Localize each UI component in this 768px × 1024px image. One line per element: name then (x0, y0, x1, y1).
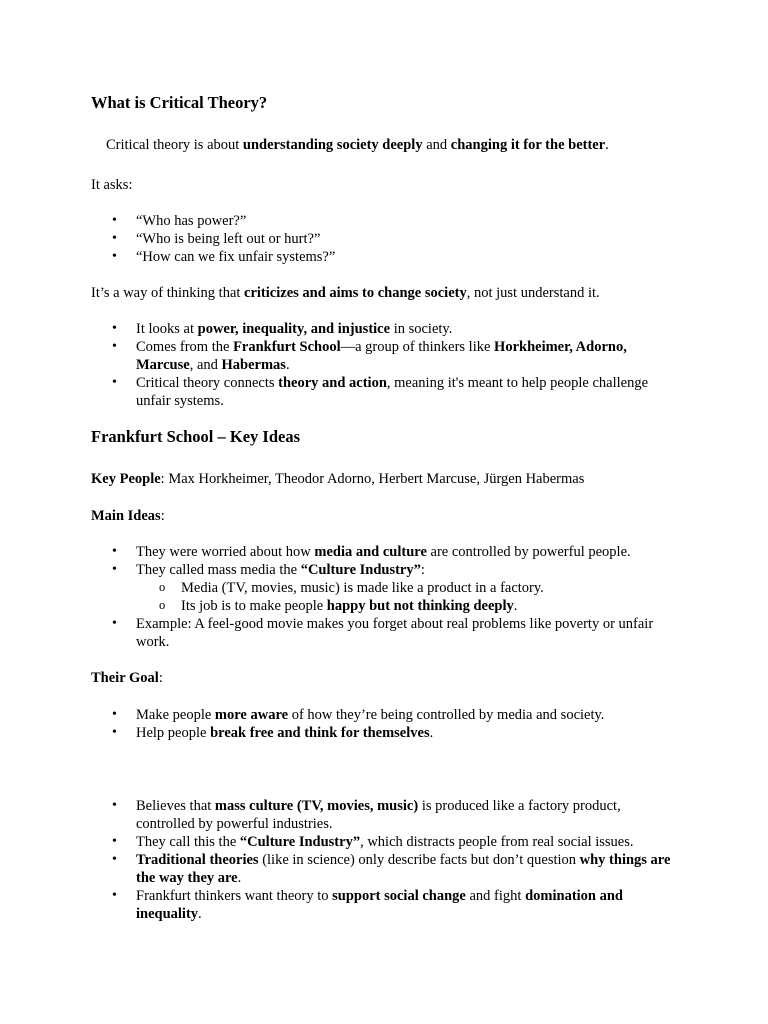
text-run: , and (189, 357, 222, 373)
main-ideas-label (91, 507, 682, 525)
text-run: They called mass media the (136, 562, 301, 578)
text-run: , which distracts people from real social issues. (360, 834, 634, 850)
text-run: : (158, 670, 163, 686)
text-run: . (285, 357, 290, 373)
text-run: , not just understand it. (466, 285, 600, 301)
list-item (91, 797, 682, 833)
text-run: Critical theory is about (106, 137, 243, 153)
list-item (91, 230, 682, 248)
text-run: Make people (136, 707, 215, 723)
bold-text: changing it for the better (450, 137, 606, 153)
bold-text: power, inequality, and injustice (197, 321, 391, 337)
bold-text: media and culture (314, 544, 427, 560)
list-item (91, 706, 682, 724)
text-run: “Who is being left out or hurt?” (136, 231, 321, 247)
bold-text: understanding society deeply (242, 137, 423, 153)
text-run: Comes from the (136, 339, 234, 355)
bold-text: theory and action (278, 375, 387, 391)
text-run: , meaning it's meant to help people challenge unfair systems. (136, 375, 649, 409)
bold-text: why things are the way they are (136, 852, 671, 886)
list-item-text (136, 562, 425, 578)
text-run: Its job is to make people (181, 598, 327, 614)
bold-text: happy but not thinking deeply (326, 598, 514, 614)
mass-culture-list (91, 797, 682, 923)
text-run: Frankfurt thinkers want theory to (136, 888, 333, 904)
text-run: Example: A feel-good movie makes you forget about real problems like poverty or unfair work. (136, 616, 654, 650)
sublist-item (136, 597, 682, 615)
text-run: is produced like a factory product, controlled by powerful industries. (136, 798, 621, 832)
bold-text: more aware (214, 707, 289, 723)
key-people-paragraph (91, 470, 682, 488)
culture-industry-sublist (136, 579, 682, 615)
list-item (91, 320, 682, 338)
text-run: . (513, 598, 518, 614)
text-run: in society. (390, 321, 453, 337)
list-item (91, 561, 682, 615)
text-run: It asks: (91, 177, 133, 193)
bold-text: mass culture (TV, movies, music) (214, 798, 419, 814)
text-run: . (198, 906, 202, 922)
text-run: Believes that (136, 798, 215, 814)
text-run: of how they’re being controlled by media and society. (288, 707, 605, 723)
list-item (91, 374, 682, 410)
text-run: : (420, 562, 425, 578)
text-run: They call this the (136, 834, 240, 850)
list-item (91, 543, 682, 561)
bold-text: “Culture Industry” (300, 562, 421, 578)
text-run: It looks at (136, 321, 198, 337)
bold-text: support social change (332, 888, 466, 904)
bold-text: Main Ideas (91, 508, 161, 524)
bold-text: domination and inequality (136, 888, 623, 922)
text-run: Media (TV, movies, music) is made like a product in a factory. (181, 580, 544, 596)
text-run: and fight (465, 888, 526, 904)
text-run: —a group of thinkers like (340, 339, 495, 355)
text-run: “Who has power?” (136, 213, 247, 229)
their-goal-label (91, 669, 682, 687)
list-item (91, 338, 682, 374)
bold-text: break free and think for themselves (210, 725, 430, 741)
list-item (91, 248, 682, 266)
list-item (91, 887, 682, 923)
bold-text: criticizes and aims to change society (244, 285, 467, 301)
bold-text: “Culture Industry” (239, 834, 361, 850)
text-run: . (237, 870, 242, 886)
text-run: It’s a way of thinking that (91, 285, 245, 301)
text-run: Critical theory connects (136, 375, 279, 391)
text-run: . (605, 137, 609, 153)
bold-text: Key People (91, 471, 161, 487)
bold-text: Their Goal (91, 670, 159, 686)
sublist-item (136, 579, 682, 597)
list-item (91, 212, 682, 230)
text-run: (like in science) only describe facts but don’t question (258, 852, 580, 868)
text-run: . (429, 725, 434, 741)
questions-list (91, 212, 682, 266)
way-of-thinking-paragraph (91, 284, 682, 302)
list-item (91, 724, 682, 742)
text-run: : (160, 508, 165, 524)
list-item (91, 833, 682, 851)
bold-text: Frankfurt School (233, 339, 341, 355)
heading-critical-theory: What is Critical Theory? (91, 93, 268, 112)
text-run: are controlled by powerful people. (426, 544, 631, 560)
asks-paragraph (91, 176, 682, 194)
text-run: They were worried about how (136, 544, 315, 560)
critical-theory-points-list (91, 320, 682, 410)
list-item (91, 851, 682, 887)
goals-list (91, 706, 682, 742)
bold-text: Traditional theories (136, 852, 259, 868)
bold-text: Horkheimer, Adorno, Marcuse (136, 339, 627, 373)
bold-text: Habermas (221, 357, 286, 373)
heading-frankfurt-school: Frankfurt School – Key Ideas (91, 427, 301, 446)
intro-paragraph (91, 136, 682, 154)
list-item (91, 615, 682, 651)
text-run: “How can we fix unfair systems?” (136, 249, 336, 265)
main-ideas-list (91, 543, 682, 651)
text-run: Help people (136, 725, 211, 741)
text-run: : Max Horkheimer, Theodor Adorno, Herbert Marcuse, Jürgen Habermas (160, 471, 585, 487)
text-run: and (422, 137, 451, 153)
